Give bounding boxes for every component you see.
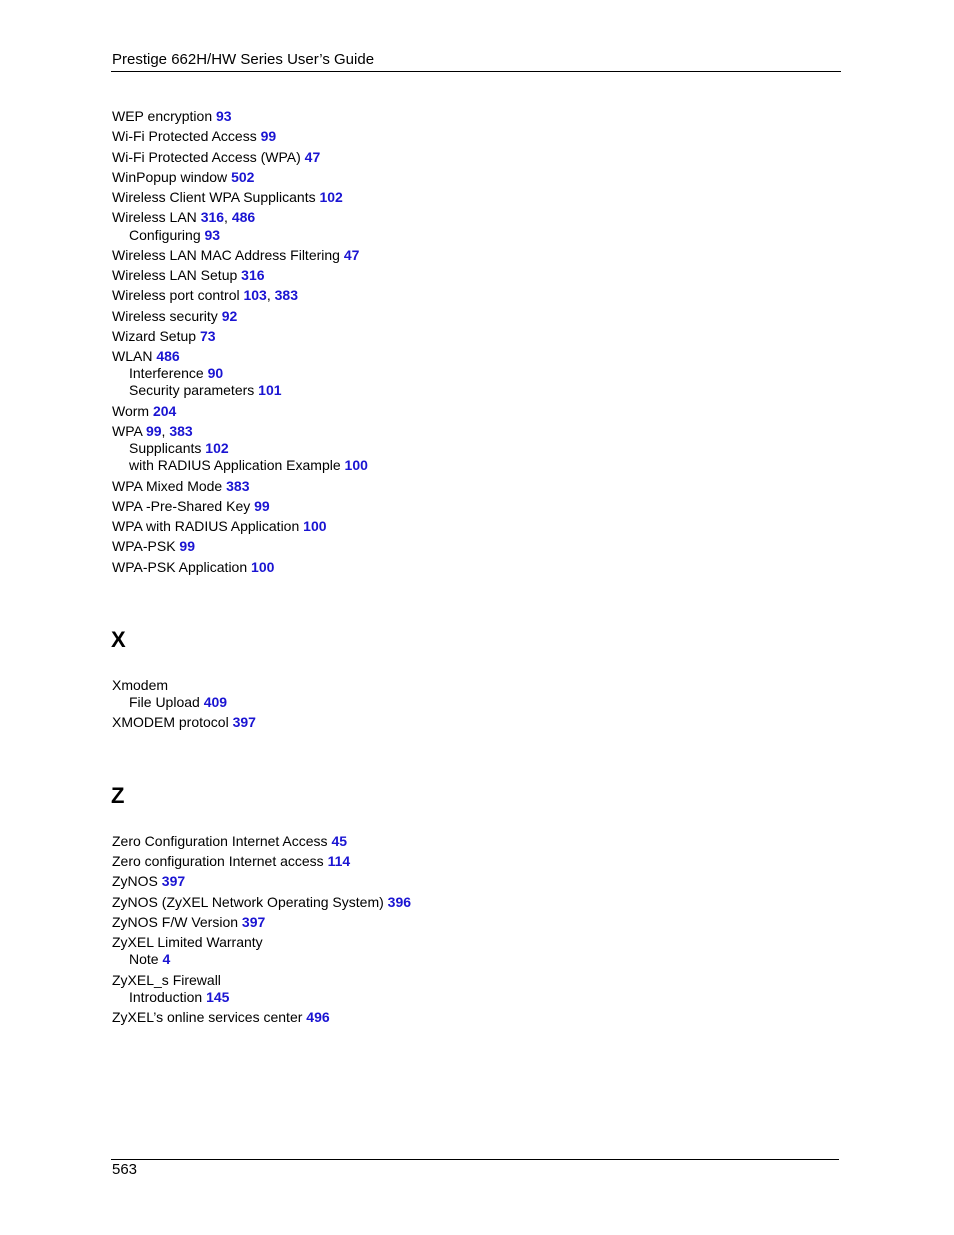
page-reference-link[interactable]: 496: [306, 1009, 330, 1025]
index-entry: [112, 934, 263, 951]
page-reference-link[interactable]: 45: [331, 833, 348, 849]
index-term: Configuring: [129, 227, 201, 243]
page-reference-link[interactable]: 92: [221, 308, 238, 324]
index-term: ZyXEL’s online services center: [112, 1009, 303, 1025]
index-term: XMODEM protocol: [112, 714, 229, 730]
index-term: Wireless security: [112, 308, 218, 324]
page-reference-link[interactable]: 99: [145, 423, 162, 439]
page-reference-link[interactable]: 316: [241, 267, 265, 283]
index-entry: Wireless port control 103, 383: [112, 287, 298, 303]
index-entry: [112, 328, 216, 345]
page-reference-link[interactable]: 397: [161, 873, 186, 889]
index-term: Zero configuration Internet access: [112, 853, 324, 869]
index-term: WPA-PSK: [112, 538, 176, 554]
index-term: Zero Configuration Internet Access: [112, 833, 328, 849]
index-entry: [112, 972, 221, 989]
page-reference-link[interactable]: 204: [152, 403, 177, 419]
page-reference-link[interactable]: 100: [344, 457, 368, 473]
index-subentry: [129, 227, 220, 244]
index-term: Wireless LAN MAC Address Filtering: [112, 247, 340, 263]
page-reference-link[interactable]: 4: [162, 951, 171, 967]
index-term: Wizard Setup: [112, 328, 197, 344]
index-entry: [112, 478, 249, 495]
page-reference-link[interactable]: 73: [199, 328, 216, 344]
index-term: Wireless LAN Setup: [112, 267, 238, 283]
page-reference-link[interactable]: 102: [319, 189, 343, 205]
index-term: Wireless Client WPA Supplicants: [112, 189, 316, 205]
index-term: Wireless port control: [112, 287, 240, 303]
index-entry: [112, 189, 343, 206]
index-entry: [112, 169, 254, 186]
footer-divider: [111, 1159, 839, 1160]
page-reference-link[interactable]: 100: [251, 559, 275, 575]
index-term: Wi-Fi Protected Access: [112, 128, 257, 144]
page-reference-link[interactable]: 396: [387, 894, 412, 910]
page-reference-link[interactable]: 100: [303, 518, 327, 534]
page-number: 563: [112, 1161, 138, 1178]
index-term: WPA Mixed Mode: [112, 478, 223, 494]
page-reference-link[interactable]: 316: [200, 209, 225, 225]
index-entry: [112, 559, 274, 576]
index-term: WPA -Pre-Shared Key: [112, 498, 251, 514]
page-reference-link[interactable]: 383: [274, 287, 298, 303]
page-reference-link[interactable]: 486: [156, 348, 180, 364]
page-reference-link[interactable]: 397: [232, 714, 256, 730]
index-term: Note: [129, 951, 159, 967]
index-term: WEP encryption: [112, 108, 213, 124]
index-subentry: [129, 382, 282, 399]
index-term: WinPopup window: [112, 169, 228, 185]
page-reference-link[interactable]: 99: [179, 538, 195, 554]
index-entry: Wireless LAN 316, 486: [112, 209, 256, 225]
index-term: WPA-PSK Application: [112, 559, 248, 575]
page-reference-link[interactable]: 93: [204, 227, 221, 243]
index-entry: [112, 308, 237, 325]
index-term: ZyXEL Limited Warranty: [112, 934, 263, 950]
page-reference-link[interactable]: 102: [205, 440, 229, 456]
index-entry: [112, 894, 411, 911]
section-letter-x: X: [111, 627, 126, 652]
index-term: Security parameters: [129, 382, 255, 398]
index-term: Interference: [129, 365, 204, 381]
page-reference-link[interactable]: 409: [203, 694, 228, 710]
index-subentry: [129, 989, 229, 1006]
index-term: WLAN: [112, 348, 153, 364]
page-reference-link[interactable]: 383: [226, 478, 250, 494]
page-reference-link[interactable]: 47: [343, 247, 360, 263]
header-divider: [111, 71, 841, 72]
page-reference-link[interactable]: 99: [254, 498, 270, 514]
page-reference-link[interactable]: 114: [327, 853, 351, 869]
page-header-title: Prestige 662H/HW Series User’s Guide: [112, 51, 375, 68]
index-entry: [112, 498, 270, 515]
page-reference-link[interactable]: 145: [206, 989, 230, 1005]
index-term: WPA: [112, 423, 143, 439]
index-term: ZyNOS (ZyXEL Network Operating System): [112, 894, 384, 910]
index-entry: [112, 108, 232, 125]
index-entry: [112, 348, 180, 365]
index-term: ZyXEL_s Firewall: [112, 972, 221, 988]
index-entry: WPA 99, 383: [112, 423, 193, 439]
index-entry: [112, 128, 276, 145]
page-reference-link[interactable]: 101: [258, 382, 282, 398]
index-term: Wireless LAN: [112, 209, 197, 225]
index-term: with RADIUS Application Example: [129, 457, 341, 473]
index-term: File Upload: [129, 694, 200, 710]
index-entry: [112, 518, 327, 535]
index-term: ZyNOS: [112, 873, 158, 889]
index-term: Xmodem: [112, 677, 169, 693]
index-subentry: [129, 457, 368, 474]
page-reference-link[interactable]: 93: [216, 108, 232, 124]
index-entry: [112, 1009, 330, 1026]
index-subentry: [129, 440, 229, 457]
page-reference-link[interactable]: 90: [207, 365, 224, 381]
page-reference-link[interactable]: 99: [260, 128, 277, 144]
page-reference-link[interactable]: 397: [241, 914, 266, 930]
index-entry: [112, 714, 256, 731]
index-entry: [112, 247, 359, 264]
section-letter-z: Z: [111, 783, 125, 808]
page-reference-link[interactable]: 383: [169, 423, 193, 439]
index-entry: [112, 538, 195, 555]
index-entry: [112, 853, 350, 870]
index-subentry: [129, 951, 170, 968]
index-term: Supplicants: [129, 440, 202, 456]
page-reference-link[interactable]: 502: [231, 169, 255, 185]
index-entry: [112, 833, 347, 850]
index-term: Wi-Fi Protected Access (WPA): [112, 149, 301, 165]
index-term: Worm: [112, 403, 150, 419]
index-entry: [112, 403, 176, 420]
index-entry: [112, 914, 265, 931]
page-reference-link[interactable]: 486: [231, 209, 256, 225]
index-subentry: [129, 694, 227, 711]
index-subentry: [129, 365, 223, 382]
page-reference-link[interactable]: 103: [243, 287, 267, 303]
index-term: Introduction: [129, 989, 203, 1005]
index-entry: [112, 149, 320, 166]
index-entry: [112, 267, 265, 284]
index-term: WPA with RADIUS Application: [112, 518, 300, 534]
index-term: ZyNOS F/W Version: [112, 914, 239, 930]
index-entry: [112, 677, 168, 694]
index-entry: [112, 873, 185, 890]
page-reference-link[interactable]: 47: [304, 149, 321, 165]
